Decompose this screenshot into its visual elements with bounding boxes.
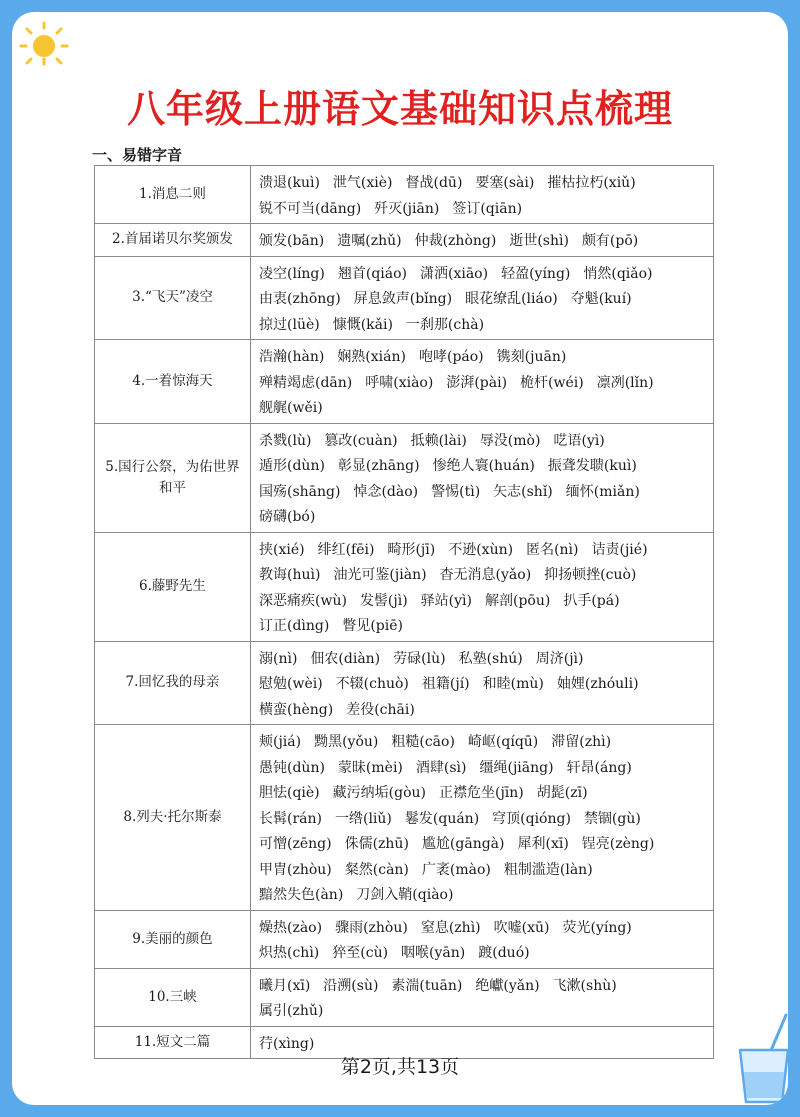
lesson-title: 7.回忆我的母亲 xyxy=(95,641,251,725)
word-entry: 胡髭(zī) xyxy=(536,785,588,801)
word-entry: 娴熟(xián) xyxy=(337,349,406,365)
word-entry: 可憎(zēng) xyxy=(259,836,332,852)
word-entry: 广袤(mào) xyxy=(421,861,491,878)
word-entry: 愚钝(dùn) xyxy=(259,759,325,776)
word-list xyxy=(251,910,714,968)
word-entry: 振聋发聩(kuì) xyxy=(547,458,637,474)
word-entry: 荧光(yíng) xyxy=(562,919,632,936)
word-entry: 发髻(jì) xyxy=(359,592,408,609)
word-entry: 猝至(cù) xyxy=(332,945,389,961)
word-entry: 逝世(shì) xyxy=(509,233,569,249)
word-line xyxy=(259,427,707,453)
word-entry: 深恶痛疾(wù) xyxy=(259,592,347,609)
word-entry: 解剖(pōu) xyxy=(485,592,551,609)
word-entry: 曦月(xī) xyxy=(259,977,311,994)
word-entry: 飞漱(shù) xyxy=(552,977,617,994)
word-list xyxy=(251,256,714,340)
word-entry: 崎岖(qíqū) xyxy=(467,734,539,750)
word-entry: 辱没(mò) xyxy=(479,432,541,449)
word-entry: 订正(dìng) xyxy=(259,618,330,634)
word-entry: 澎湃(pài) xyxy=(446,374,508,391)
word-entry: 素湍(tuān) xyxy=(391,977,463,994)
vocab-table-body xyxy=(95,166,714,1059)
word-list xyxy=(251,166,714,224)
table-row xyxy=(95,968,714,1026)
word-line xyxy=(259,394,707,420)
word-entry: 正襟危坐(jīn) xyxy=(439,785,524,801)
word-entry: 杳无消息(yǎo) xyxy=(439,567,532,583)
word-entry: 畸形(jī) xyxy=(387,541,436,558)
word-entry: 咽喉(yān) xyxy=(401,945,466,961)
word-entry: 禁锢(gù) xyxy=(583,810,641,827)
word-entry: 鬈发(quán) xyxy=(404,810,480,827)
word-entry: 不逊(xùn) xyxy=(448,541,514,558)
lesson-title: 9.美丽的颜色 xyxy=(95,910,251,968)
word-line xyxy=(259,754,707,780)
word-entry: 轩昂(áng) xyxy=(566,759,632,776)
section-title: 一、易错字音 xyxy=(92,146,183,164)
word-line xyxy=(259,369,707,395)
word-entry: 瞥见(piē) xyxy=(342,618,403,634)
word-entry: 颇有(pō) xyxy=(581,233,639,249)
word-entry: 呓语(yì) xyxy=(553,432,605,449)
word-entry: 祖籍(jí) xyxy=(421,676,470,692)
page-title: 八年级上册语文基础知识点梳理 xyxy=(126,87,673,131)
word-line xyxy=(259,696,707,722)
table-row xyxy=(95,340,714,424)
word-line xyxy=(259,670,707,696)
word-line xyxy=(259,478,707,504)
word-entry: 踱(duó) xyxy=(478,945,530,961)
word-entry: 绯红(fēi) xyxy=(317,541,375,558)
word-entry: 荇(xìng) xyxy=(259,1035,315,1052)
word-entry: 油光可鉴(jiàn) xyxy=(333,567,427,583)
word-line xyxy=(259,536,707,562)
word-list xyxy=(251,968,714,1026)
word-entry: 浩瀚(hàn) xyxy=(259,349,325,365)
sun-icon xyxy=(18,16,70,68)
word-entry: 缰绳(jiāng) xyxy=(479,759,554,776)
word-entry: 滞留(zhì) xyxy=(551,734,612,750)
word-entry: 颁发(bān) xyxy=(259,233,325,249)
word-entry: 彰显(zhāng) xyxy=(337,458,420,474)
lesson-title: 1.消息二则 xyxy=(95,166,251,224)
word-list xyxy=(251,641,714,725)
word-entry: 摧枯拉朽(xiǔ) xyxy=(547,175,636,191)
word-line xyxy=(259,612,707,638)
table-row xyxy=(95,423,714,532)
word-entry: 穹顶(qióng) xyxy=(492,810,571,827)
word-entry: 和睦(mù) xyxy=(482,676,544,692)
table-row xyxy=(95,166,714,224)
word-entry: 由衷(zhōng) xyxy=(259,291,341,307)
word-entry: 桅杆(wéi) xyxy=(520,374,584,391)
word-entry: 督战(dū) xyxy=(405,175,463,191)
word-list xyxy=(251,725,714,911)
word-entry: 慰勉(wèi) xyxy=(259,676,323,692)
word-entry: 锐不可当(dāng) xyxy=(259,200,362,217)
word-entry: 一绺(liǔ) xyxy=(334,810,392,827)
word-line xyxy=(259,311,707,337)
word-entry: 粗糙(cāo) xyxy=(391,734,455,750)
word-line xyxy=(259,503,707,529)
word-entry: 尴尬(gāngà) xyxy=(421,836,505,852)
lesson-title: 10.三峡 xyxy=(95,968,251,1026)
word-entry: 悄然(qiǎo) xyxy=(583,265,653,282)
word-entry: 周济(jì) xyxy=(535,650,584,667)
page-footer: 第2页,共13页 xyxy=(340,1056,460,1078)
word-entry: 夺魁(kuí) xyxy=(570,291,632,307)
word-entry: 劳碌(lù) xyxy=(393,650,446,667)
word-entry: 粗制滥造(làn) xyxy=(503,861,593,878)
word-line xyxy=(259,285,707,311)
word-entry: 骤雨(zhòu) xyxy=(335,919,408,936)
table-row xyxy=(95,224,714,257)
word-entry: 舰艉(wěi) xyxy=(259,400,323,416)
word-entry: 潇洒(xiāo) xyxy=(420,265,489,282)
word-entry: 妯娌(zhóuli) xyxy=(556,676,639,692)
word-entry: 吹嘘(xū) xyxy=(493,919,550,936)
word-entry: 一刹那(chà) xyxy=(405,316,485,333)
word-entry: 颊(jiá) xyxy=(259,734,302,750)
word-entry: 沿溯(sù) xyxy=(323,977,379,994)
word-entry: 溺(nì) xyxy=(259,650,298,667)
word-entry: 泄气(xiè) xyxy=(332,175,393,191)
word-entry: 匿名(nì) xyxy=(526,541,579,558)
word-entry: 粲然(càn) xyxy=(344,861,409,878)
word-entry: 国殇(shāng) xyxy=(259,483,341,500)
word-entry: 私塾(shú) xyxy=(458,650,523,667)
word-entry: 黝黑(yǒu) xyxy=(314,734,379,750)
word-line xyxy=(259,830,707,856)
lesson-title: 4.一着惊海天 xyxy=(95,340,251,424)
word-entry: 蒙昧(mèi) xyxy=(337,759,403,776)
word-entry: 咆哮(páo) xyxy=(418,349,484,365)
word-list xyxy=(251,340,714,424)
word-entry: 扒手(pá) xyxy=(563,592,620,609)
word-entry: 犀利(xī) xyxy=(517,836,569,852)
word-entry: 溃退(kuì) xyxy=(259,175,320,191)
word-entry: 刀剑入鞘(qiào) xyxy=(356,887,454,903)
word-list xyxy=(251,532,714,641)
word-entry: 窒息(zhì) xyxy=(420,919,481,936)
vocab-table xyxy=(94,165,714,1059)
word-entry: 挟(xié) xyxy=(259,541,305,558)
word-entry: 锃亮(zèng) xyxy=(581,836,655,852)
word-entry: 黯然失色(àn) xyxy=(259,887,344,903)
word-entry: 签订(qiān) xyxy=(452,200,523,217)
word-entry: 凛冽(lǐn) xyxy=(596,374,654,391)
word-entry: 警惕(tì) xyxy=(431,483,481,500)
word-line xyxy=(259,587,707,613)
word-entry: 要塞(sài) xyxy=(475,175,535,191)
word-line xyxy=(259,728,707,754)
word-entry: 镌刻(juān) xyxy=(496,349,567,365)
word-line xyxy=(259,939,707,965)
word-entry: 呼啸(xiào) xyxy=(365,374,434,391)
word-entry: 甲胄(zhòu) xyxy=(259,861,332,878)
word-entry: 差役(chāi) xyxy=(346,701,415,718)
word-entry: 慷慨(kǎi) xyxy=(332,316,393,333)
word-entry: 侏儒(zhū) xyxy=(344,836,409,852)
table-row xyxy=(95,725,714,911)
word-entry: 教诲(huì) xyxy=(259,567,321,583)
word-entry: 殚精竭虑(dān) xyxy=(259,374,353,391)
word-entry: 篡改(cuàn) xyxy=(324,432,398,449)
word-line xyxy=(259,805,707,831)
word-line xyxy=(259,561,707,587)
word-entry: 抵赖(lài) xyxy=(410,432,467,449)
word-line xyxy=(259,997,707,1023)
word-entry: 长髯(rán) xyxy=(259,810,322,827)
table-row xyxy=(95,532,714,641)
word-entry: 惨绝人寰(huán) xyxy=(432,458,535,474)
word-line xyxy=(259,856,707,882)
word-entry: 佃农(diàn) xyxy=(310,650,381,667)
word-entry: 藏污纳垢(gòu) xyxy=(332,785,426,801)
table-row xyxy=(95,641,714,725)
word-entry: 翘首(qiáo) xyxy=(337,265,407,282)
word-entry: 属引(zhǔ) xyxy=(259,1003,324,1019)
lesson-title: 6.藤野先生 xyxy=(95,532,251,641)
word-entry: 胆怯(qiè) xyxy=(259,785,320,801)
word-entry: 不辍(chuò) xyxy=(335,676,409,692)
word-line xyxy=(259,169,707,195)
word-entry: 仲裁(zhòng) xyxy=(414,233,497,249)
word-entry: 轻盈(yíng) xyxy=(501,265,571,282)
page xyxy=(12,12,788,1105)
word-line xyxy=(259,260,707,286)
word-entry: 屏息敛声(bǐng) xyxy=(353,291,453,307)
word-line xyxy=(259,914,707,940)
lesson-title: 11.短文二篇 xyxy=(95,1026,251,1059)
lesson-title: 2.首届诺贝尔奖颁发 xyxy=(95,224,251,257)
word-line xyxy=(259,645,707,671)
word-line xyxy=(259,972,707,998)
word-entry: 凌空(líng) xyxy=(259,265,325,282)
word-line xyxy=(259,227,707,253)
word-entry: 眼花缭乱(liáo) xyxy=(465,291,558,307)
word-entry: 缅怀(miǎn) xyxy=(565,483,640,500)
word-line xyxy=(259,452,707,478)
word-entry: 遁形(dùn) xyxy=(259,458,325,474)
word-entry: 驿站(yì) xyxy=(420,592,472,609)
word-entry: 遗嘱(zhǔ) xyxy=(337,233,402,249)
word-entry: 矢志(shǐ) xyxy=(493,483,553,500)
word-line xyxy=(259,195,707,221)
word-entry: 炽热(chì) xyxy=(259,945,320,961)
word-entry: 抑扬顿挫(cuò) xyxy=(544,567,637,583)
word-entry: 酒肆(sì) xyxy=(415,759,467,776)
word-entry: 横蛮(hèng) xyxy=(259,701,334,718)
word-line xyxy=(259,779,707,805)
word-entry: 燥热(zào) xyxy=(259,919,323,936)
word-entry: 歼灭(jiān) xyxy=(374,200,440,217)
word-line xyxy=(259,343,707,369)
word-entry: 杀戮(lù) xyxy=(259,432,312,449)
lesson-title: 5.国行公祭，为佑世界和平 xyxy=(95,423,251,532)
word-entry: 悼念(dào) xyxy=(353,483,419,500)
table-row xyxy=(95,910,714,968)
word-line xyxy=(259,881,707,907)
word-list xyxy=(251,423,714,532)
lesson-title: 8.列夫·托尔斯泰 xyxy=(95,725,251,911)
table-row xyxy=(95,256,714,340)
word-entry: 磅礴(bó) xyxy=(259,509,316,525)
word-entry: 诘责(jié) xyxy=(591,541,648,558)
lesson-title: 3.“飞天”凌空 xyxy=(95,256,251,340)
word-list xyxy=(251,224,714,257)
word-entry: 绝巘(yǎn) xyxy=(475,977,540,994)
word-entry: 掠过(lüè) xyxy=(259,316,320,333)
cup-icon xyxy=(734,1012,788,1105)
